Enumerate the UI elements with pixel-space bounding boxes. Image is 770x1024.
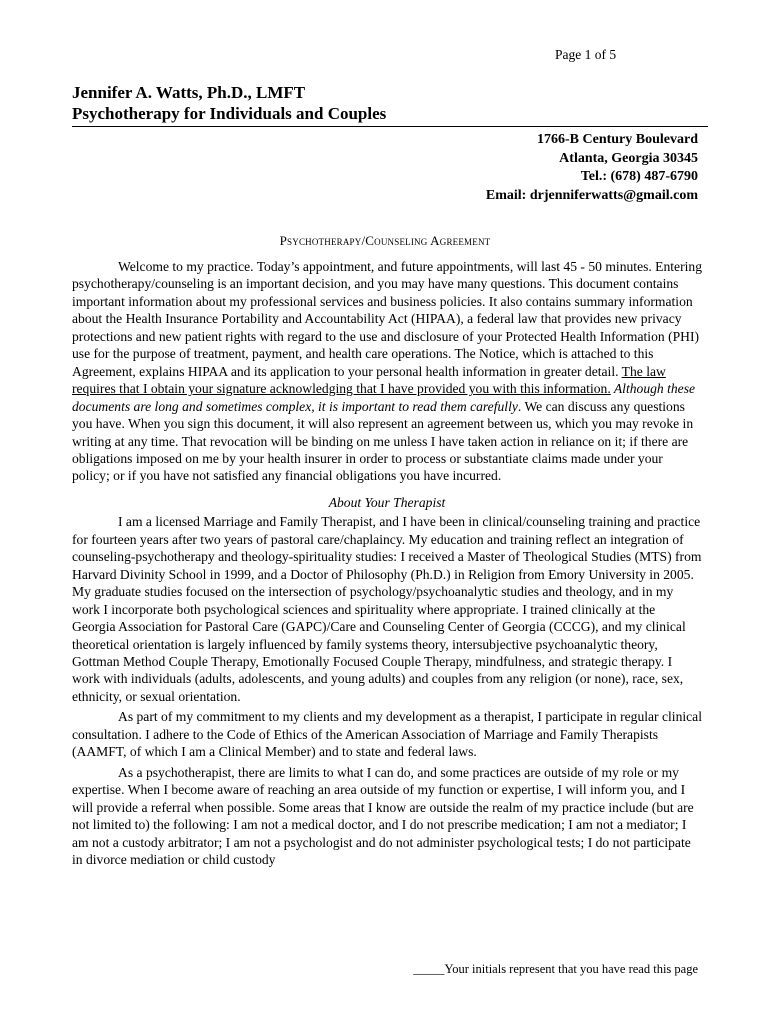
about-paragraph-2: As part of my commitment to my clients and my development as a therapist, I participate in regular clinical consultation. I adhere to the Code of Ethics of the American Association of Marriage and Family Therapists (AAMFT, of which I am a Clinical Member) and to state and federal laws. [72, 709, 702, 760]
document-body [72, 258, 702, 868]
address-email: Email: drjenniferwatts@gmail.com [485, 187, 698, 203]
about-paragraph-3: As a psychotherapist, there are limits to what I can do, and some practices are outside of my role or my expertise. When I become aware of reaching an area outside of my function or expertise, I will inform you, and I will provide a referral when possible. Some areas that I know are outside the realm of my practice include (but are not limited to) the following: I am not a medical doctor, and I do not prescribe medication; I am not a mediator; I am not a custody arbitrator; I am not a psychologist and do not administer psychological tests; I do not participate in divorce mediation or child custody [72, 764, 694, 867]
letterhead [72, 82, 386, 124]
address-city: Atlanta, Georgia 30345 [559, 150, 698, 166]
intro-underlined-text: The law requires that I obtain your signature acknowledging that I have provided you with this information. [72, 363, 666, 397]
address-phone: Tel.: (678) 487-6790 [580, 169, 698, 184]
intro-text-b: . We can discuss any questions you have. When you sign this document, it will also represent an agreement between us, which you may revoke in writing at any time. That revocation will be binding on me unless I have taken action in reliance on it; if there are obligations imposed on me by your health insurer in order to process or substantiate claims made under your policy; or if you have not satisfied any financial obligations you have incurred. [72, 398, 694, 484]
therapist-name: Jennifer A. Watts, Ph.D., LMFT [72, 83, 306, 102]
header-divider [72, 126, 708, 127]
intro-paragraph [72, 258, 702, 485]
intro-italic-text: Although these documents are long and sometimes complex, it is important to read them carefully [72, 381, 696, 414]
address-street: 1766-B Century Boulevard [537, 132, 698, 147]
section-heading-about: About Your Therapist [328, 494, 446, 510]
initials-footer: _____Your initials represent that you have read this page [413, 962, 698, 976]
intro-text-a: Welcome to my practice. Today’s appointment, and future appointments, will last 45 - 50 minutes. Entering psychotherapy/counseling is an important decision, and you may have many questions. This document contains important information about my professional services and business policies. It also contains summary information about the Health Insurance Portability and Accountability Act (HIPAA), a federal law that provides new privacy protections and new patient rights with regard to the use and disclosure of your Protected Health Information (PHI) use for the purpose of treatment, payment, and health care operations. The Notice, which is attached to this Agreement, explains HIPAA and its application to your personal health information in greater detail. [72, 259, 702, 379]
address-block [486, 131, 698, 205]
page-number: Page 1 of 5 [555, 47, 617, 62]
practice-tagline: Psychotherapy for Individuals and Couples [72, 104, 387, 123]
about-paragraph-1: I am a licensed Marriage and Family Therapist, and I have been in clinical/counseling training and practice for fourteen years after two years of pastoral care/chaplaincy. My education and training reflect an integration of counseling-psychotherapy and theology-spirituality studies: I received a Master of Theological Studies (MTS) from Harvard Divinity School in 1999, and a Doctor of Philosophy (Ph.D.) in Religion from Emory University in 2005. My graduate studies focused on the intersection of psychology/psychoanalytic studies and theology, and in my work I incorporate both psychological sciences and spirituality where appropriate. I trained clinically at the Georgia Association for Pastoral Care (GAPC)/Care and Counseling Center of Georgia (CCCG), and my clinical theoretical orientation is largely influenced by family systems theory, intersubjective psychoanalytic theory, Gottman Method Couple Therapy, Emotionally Focused Couple Therapy, mindfulness, and strategic therapy. I work with individuals (adults, adolescents, and young adults) and couples from any religion (or none), race, sex, ethnicity, or sexual orientation. [72, 514, 702, 704]
document-title: Psychotherapy/Counseling Agreement [279, 233, 491, 248]
